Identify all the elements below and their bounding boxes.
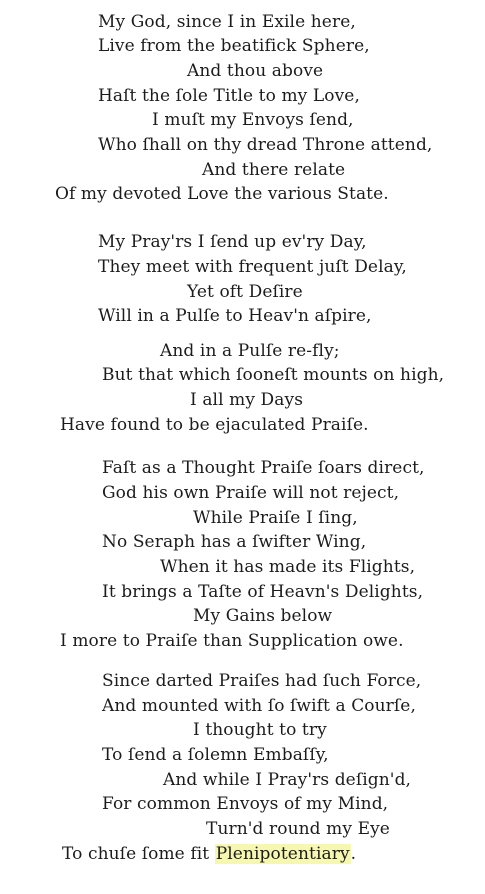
poem-line: Have found to be ejaculated Praiſe. [60, 415, 369, 435]
poem-line: And mounted with ſo ſwift a Courſe, [102, 696, 416, 716]
poem-line: They meet with frequent juſt Delay, [98, 257, 407, 277]
poem-line: While Praiſe I ſing, [193, 508, 358, 528]
poem-line: My Pray'rs I ſend up ev'ry Day, [98, 232, 367, 252]
poem-line: No Seraph has a ſwifter Wing, [102, 532, 367, 552]
poem-line: Of my devoted Love the various State. [55, 184, 389, 204]
poem-line: I more to Praiſe than Supplication owe. [60, 631, 404, 651]
poem-line: My Gains below [193, 606, 333, 626]
poem-line: But that which ſooneſt mounts on high, [102, 365, 445, 385]
poem-line: I thought to try [193, 720, 327, 740]
poem-line: Faſt as a Thought Praiſe ſoars direct, [102, 458, 425, 478]
poem-line-text: To chuſe ſome fit [62, 844, 210, 864]
highlighted-word: Plenipotentiary [215, 844, 350, 864]
poem-line: Haſt the ſole Title to my Love, [98, 86, 360, 106]
poem-line: Who ſhall on thy dread Throne attend, [98, 135, 433, 155]
poem-line: Yet oft Deſire [187, 282, 303, 302]
poem-line: Live from the beatifick Sphere, [98, 36, 370, 56]
poem-line: And there relate [202, 160, 346, 180]
poem-line: For common Envoys of my Mind, [102, 794, 389, 814]
poem-line: I muſt my Envoys ſend, [152, 110, 354, 130]
poem-line: I all my Days [190, 390, 304, 410]
poem-line: Will in a Pulſe to Heav'n aſpire, [98, 306, 372, 326]
poem-line: It brings a Taſte of Heavn's Delights, [102, 582, 424, 602]
poem-line: And while I Pray'rs deſign'd, [163, 770, 412, 790]
poem-line: And in a Pulſe re-fly; [160, 341, 340, 361]
poem-line: Turn'd round my Eye [206, 819, 390, 839]
poem-line: When it has made its Flights, [160, 557, 416, 577]
poem-line: Since darted Praiſes had ſuch Force, [102, 671, 422, 691]
poem-line: God his own Praiſe will not reject, [102, 483, 400, 503]
poem-line-last [62, 842, 356, 866]
poem-line: And thou above [187, 61, 324, 81]
poem-line: My God, since I in Exile here, [98, 12, 356, 32]
poem-line: To ſend a ſolemn Embaſſy, [102, 745, 329, 765]
final-punctuation: . [350, 844, 357, 864]
